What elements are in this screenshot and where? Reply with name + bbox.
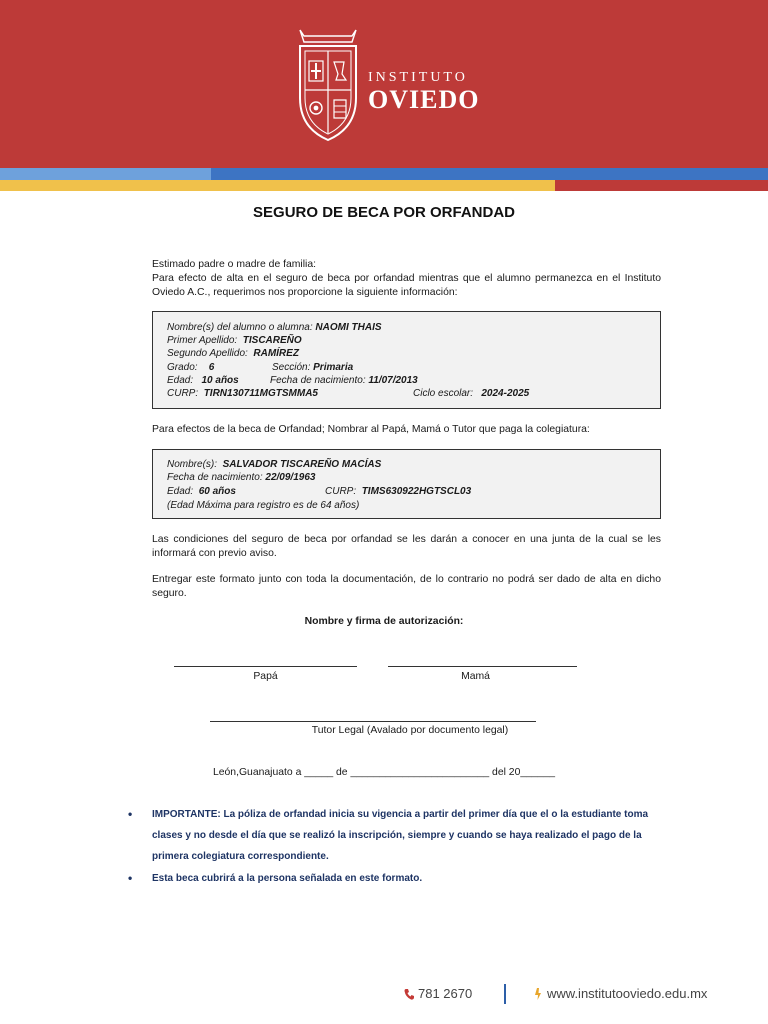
tutor-instruction-text: Para efectos de la beca de Orfandad; Nombrar al Papá, Mamá o Tutor que paga la colegiatura: (152, 424, 590, 435)
brand-wordmark (368, 70, 479, 113)
mama-label: Mamá (461, 671, 490, 682)
footer-phone (404, 986, 472, 1001)
brand-line-instituto: INSTITUTO (368, 70, 468, 85)
footer-divider (504, 984, 506, 1004)
tutor-birthdate-row: Fecha de nacimiento: 22/09/1963 (167, 472, 316, 483)
second-surname-row: Segundo Apellido: RAMÍREZ (167, 348, 299, 359)
signature-title: Nombre y firma de autorización: (304, 616, 464, 627)
website-link[interactable]: www.institutooviedo.edu.mx (547, 986, 708, 1001)
phone-number: 781 2670 (418, 986, 473, 1001)
tutor-info-box (152, 449, 661, 519)
place-date-line: León,Guanajuato a _____ de ________________________ del 20______ (212, 767, 556, 778)
bullet-dot-icon: • (128, 871, 133, 885)
stripe-lower (0, 180, 768, 191)
conditions-text: Las condiciones del seguro de beca por orfandad se les darán a conocer en una junta de la cual se les informará con previo aviso. (152, 534, 661, 559)
bullet-dot-icon: • (128, 807, 133, 821)
age-row: Edad: 10 años (167, 375, 239, 386)
mama-signature-line (388, 666, 577, 667)
cycle-row: Ciclo escolar: 2024-2025 (413, 388, 530, 399)
list-item (126, 804, 666, 867)
header-banner (0, 0, 768, 168)
student-name-row: Nombre(s) del alumno o alumna: NAOMI THAIS (167, 322, 382, 333)
first-surname-row: Primer Apellido: TISCAREÑO (167, 335, 302, 346)
intro-text: Para efecto de alta en el seguro de beca por orfandad mientras que el alumno permanezca en el Instituto Oviedo A.C., requerimos nos proporcione la siguiente información: (152, 273, 661, 298)
important-notes (126, 804, 666, 889)
footer-website[interactable] (533, 986, 707, 1001)
tutor-age-row: Edad: 60 años (167, 486, 236, 497)
bullet-coverage-text: Esta beca cubrirá a la persona señalada en este formato. (152, 873, 423, 884)
papa-label: Papá (253, 671, 278, 682)
list-item (126, 868, 666, 889)
tutor-label: Tutor Legal (Avalado por documento legal) (311, 725, 509, 736)
tutor-curp-row: CURP: TIMS630922HGTSCL03 (325, 486, 472, 497)
deliver-text: Entregar este formato junto con toda la documentación, de lo contrario no podrá ser dado de alta en dicho seguro. (152, 574, 661, 599)
document-title: SEGURO DE BECA POR ORFANDAD (253, 204, 515, 221)
crest-logo (294, 28, 362, 146)
birthdate-row: Fecha de nacimiento: 11/07/2013 (270, 375, 418, 386)
bullet-important-text: IMPORTANTE: La póliza de orfandad inicia su vigencia a partir del primer día que el o la estudiante toma clases y no desde el día que se realizó la inscripción, siempre y cuando se haya realizado el pago de la primera colegiatura correspondiente. (152, 809, 649, 862)
papa-signature-line (174, 666, 357, 667)
brand-line-oviedo: OVIEDO (368, 85, 480, 114)
phone-icon (404, 988, 414, 1000)
student-name-value: NAOMI THAIS (315, 322, 382, 333)
student-info-box (152, 311, 661, 409)
section-row: Sección: Primaria (272, 362, 354, 373)
greeting-text: Estimado padre o madre de familia: (152, 259, 317, 270)
tutor-name-row: Nombre(s): SALVADOR TISCAREÑO MACÍAS (167, 459, 382, 470)
grade-row: Grado: 6 (167, 362, 215, 373)
tutor-signature-line (210, 721, 536, 722)
curp-row: CURP: TIRN130711MGTSMMA5 (167, 388, 318, 399)
stripe-upper (0, 168, 768, 180)
tutor-age-note: (Edad Máxima para registro es de 64 años) (167, 500, 360, 511)
cursor-icon (533, 988, 543, 1000)
